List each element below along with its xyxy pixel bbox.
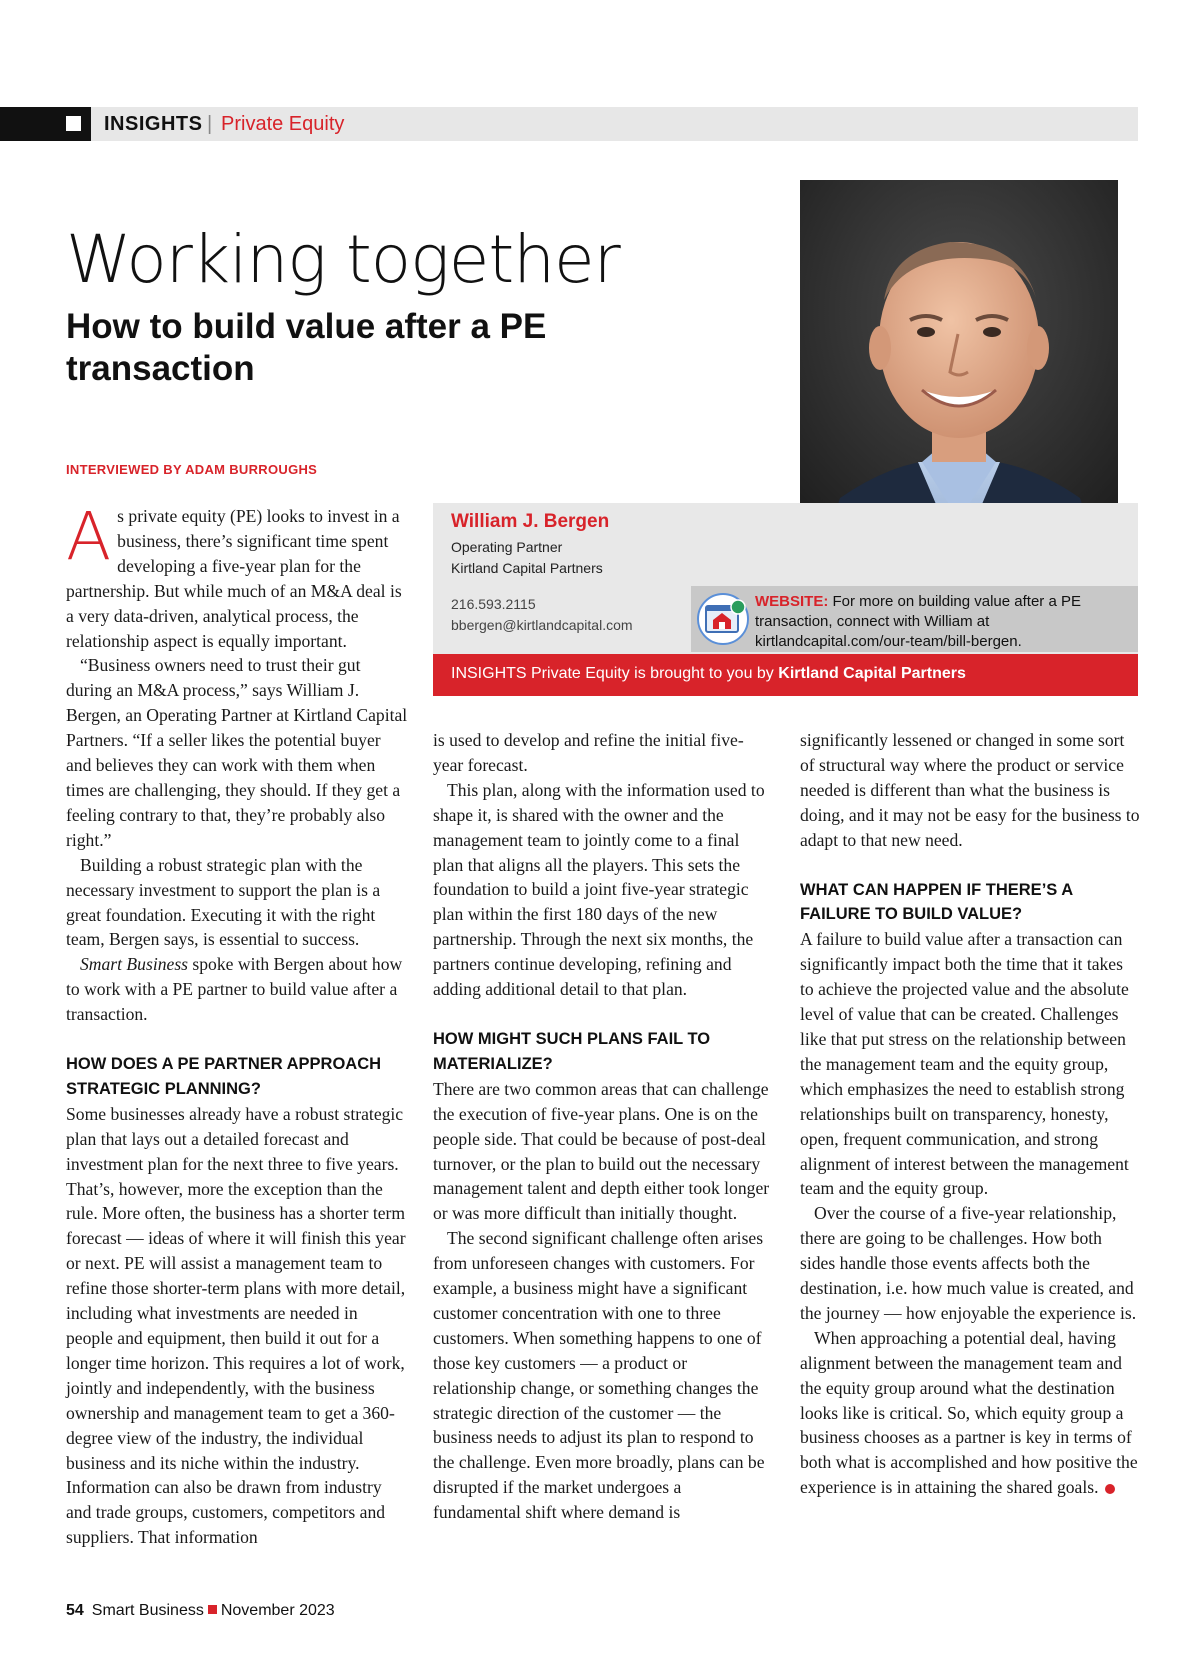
article-title: Working together xyxy=(66,221,620,298)
page-number: 54 xyxy=(66,1602,84,1619)
publication-title: Smart Business xyxy=(91,1602,204,1619)
paragraph: is used to develop and refine the initial five-year forecast. xyxy=(433,730,744,775)
paragraph-text: spoke with Bergen about how to work with a PE partner to build value after a transaction. xyxy=(66,954,403,1025)
website-text xyxy=(755,592,1135,652)
sponsor-intro: INSIGHTS Private Equity is brought to you by xyxy=(451,665,774,682)
profile-company: Kirtland Capital Partners xyxy=(451,560,603,576)
author-info-box xyxy=(433,503,1138,658)
paragraph xyxy=(66,498,408,653)
header-black-block xyxy=(0,107,91,141)
issue-date: November 2023 xyxy=(220,1602,335,1619)
paragraph: This plan, along with the information used to shape it, is shared with the owner and the management team to jointly come to a final plan that aligns all the players. This sets the foundation to build a joint five-year strategic plan within the first 180 days of the new partnership. Through the next six months, the partners continue developing, refining and adding additional detail to that plan. xyxy=(433,779,765,1000)
paragraph: “Business owners need to trust their gut during an M&A process,” says William J. Bergen, an Operating Partner at Kirtland Capital Partners. “If a seller likes the potential buyer and believes they can work with them when times are challenging, they should. If they get a feeling contrary to that, they’re probably also right.” xyxy=(66,655,408,850)
website-callout xyxy=(691,586,1138,652)
section-separator: | xyxy=(207,113,213,135)
profile-email[interactable]: bbergen@kirtlandcapital.com xyxy=(451,617,633,633)
website-icon xyxy=(697,593,749,645)
paragraph: Building a robust strategic plan with the necessary investment to support the plan is a great foundation. Executing it with the right team, Bergen says, is essential to success. xyxy=(66,854,381,950)
website-label: WEBSITE: xyxy=(755,593,829,610)
profile-role: Operating Partner xyxy=(451,539,563,555)
portrait-photo xyxy=(800,180,1118,558)
profile-name: William J. Bergen xyxy=(451,511,610,532)
paragraph-text: s private equity (PE) looks to invest in a business, there’s significant time spent developing a five-year plan for the partnership. But while much of an M&A deal is a very data-driven, analytical process, the relationship aspect is equally important. xyxy=(66,506,402,651)
byline: INTERVIEWED BY ADAM BURROUGHS xyxy=(66,462,318,477)
section-label: INSIGHTS xyxy=(104,113,203,135)
end-mark-icon xyxy=(1105,1484,1115,1494)
question-heading: HOW DOES A PE PARTNER APPROACH STRATEGIC PLANNING? xyxy=(66,1055,382,1098)
paragraph-text: When approaching a potential deal, having alignment between the management team and the equity group around what the destination looks like is critical. So, which equity group a business chooses as a partner is key in terms of both what is accomplished and how positive the experience is in attaining the shared goals. xyxy=(800,1327,1138,1498)
section-header-band xyxy=(0,107,1138,141)
profile-phone: 216.593.2115 xyxy=(451,596,536,612)
website-description[interactable]: For more on building value after a PE transaction, connect with William at kirtlandcapital.com/our-team/bill-bergen. xyxy=(755,593,1081,650)
sponsor-name: Kirtland Capital Partners xyxy=(778,665,966,682)
paragraph xyxy=(66,952,408,1027)
article-column-1 xyxy=(66,498,408,1550)
paragraph: Over the course of a five-year relationship, there are going to be challenges. How both sides handle those events affects both the destination, i.e. how much value is created, and the journey — how enjoyable the experience is. xyxy=(800,1203,1137,1323)
drop-cap: A xyxy=(66,498,112,575)
paragraph: The second significant challenge often arises from unforeseen changes with customers. For example, a business might have a significant customer concentration with one to three customers. When something happens to one of those key customers — a product or relationship change, or something changes the strategic direction of the customer — the business needs to adjust its plan to respond to the challenge. Even more broadly, plans can be disrupted if the market undergoes a fundamental shift where demand is xyxy=(433,1228,765,1523)
paragraph: There are two common areas that can challenge the execution of five-year plans. One is on the people side. That could be because of post-deal turnover, or the plan to build out the necessary management talent and depth either took longer or was more difficult than initially thought. xyxy=(433,1078,770,1224)
publication-name: Smart Business xyxy=(80,954,189,975)
paragraph: Some businesses already have a robust strategic plan that lays out a detailed forecast and investment plan for the next three to five years. That’s, however, more the exception than the rule. More often, the business has a shorter term forecast — ideas of where it will finish this year or next. PE will assist a management team to refine those shorter-term plans with more detail, including what investments are needed in people and equipment, then build it out for a longer time horizon. This requires a lot of work, jointly and independently, with the business ownership and management team to get a 360-degree view of the industry, the individual business and its niche within the industry. Information can also be drawn from industry and trade groups, customers, competitors and suppliers. That information xyxy=(66,1103,406,1548)
square-icon xyxy=(66,116,81,131)
question-heading: WHAT CAN HAPPEN IF THERE’S A FAILURE TO BUILD VALUE? xyxy=(800,880,1073,924)
question-heading: HOW MIGHT SUCH PLANS FAIL TO MATERIALIZE? xyxy=(433,1029,711,1073)
article-column-3 xyxy=(800,728,1140,1500)
article-column-2 xyxy=(433,728,773,1525)
article-subtitle: How to build value after a PE transaction xyxy=(66,307,547,388)
sponsor-bar xyxy=(433,654,1138,696)
paragraph xyxy=(800,1326,1140,1500)
paragraph: A failure to build value after a transaction can significantly impact both the time that it takes to achieve the projected value and the absolute level of value that can be created. Challenges like that put stress on the relationship between the management team and the equity group, which emphasizes the need to establish strong relationships built on transparency, honesty, open, frequent communication, and strong alignment of interest between the management team and the equity group. xyxy=(800,929,1129,1199)
paragraph: significantly lessened or changed in some sort of structural way where the product or service needed is different than what the business is doing, and it may not be easy for the business to adapt to that new need. xyxy=(800,730,1140,850)
section-topic: Private Equity xyxy=(221,113,345,135)
footer-square-icon xyxy=(208,1605,217,1614)
page-footer xyxy=(66,1602,335,1620)
